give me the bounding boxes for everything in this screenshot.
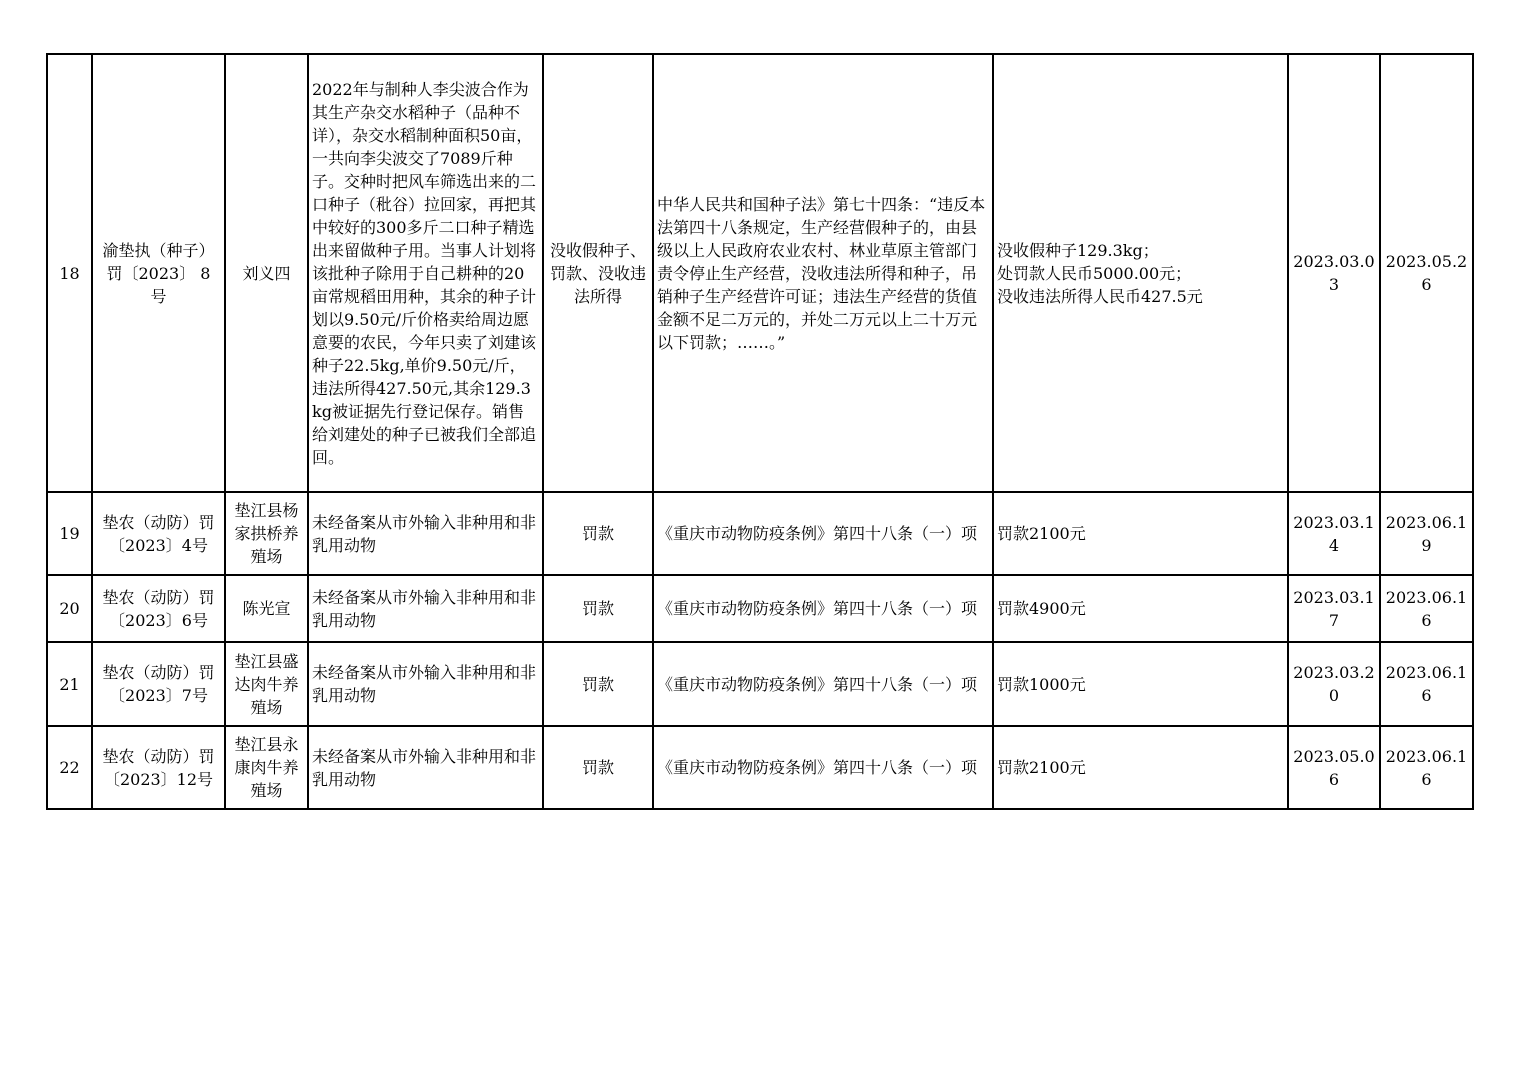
decision-date: 2023.03.17 [1288, 575, 1380, 642]
table-row [47, 575, 1473, 642]
completion-date: 2023.05.26 [1380, 54, 1473, 492]
legal-basis: 《重庆市动物防疫条例》第四十八条（一）项 [653, 642, 993, 726]
table-row [47, 54, 1473, 492]
penalty-type: 罚款 [543, 575, 653, 642]
table-row [47, 642, 1473, 726]
completion-date: 2023.06.19 [1380, 492, 1473, 575]
row-number: 19 [47, 492, 92, 575]
table-row [47, 492, 1473, 575]
document-number: 垫农（动防）罚〔2023〕12号 [92, 726, 225, 809]
legal-basis: 《重庆市动物防疫条例》第四十八条（一）项 [653, 726, 993, 809]
decision-date: 2023.03.20 [1288, 642, 1380, 726]
legal-basis: 《重庆市动物防疫条例》第四十八条（一）项 [653, 492, 993, 575]
document-number: 垫农（动防）罚〔2023〕7号 [92, 642, 225, 726]
party-name: 垫江县杨家拱桥养殖场 [225, 492, 308, 575]
legal-basis: 《重庆市动物防疫条例》第四十八条（一）项 [653, 575, 993, 642]
document-number: 渝垫执（种子）罚〔2023〕 8 号 [92, 54, 225, 492]
violation-facts: 未经备案从市外输入非种用和非乳用动物 [308, 642, 543, 726]
row-number: 18 [47, 54, 92, 492]
completion-date: 2023.06.16 [1380, 575, 1473, 642]
penalty-type: 罚款 [543, 492, 653, 575]
document-number: 垫农（动防）罚〔2023〕6号 [92, 575, 225, 642]
decision-date: 2023.03.03 [1288, 54, 1380, 492]
document-number: 垫农（动防）罚〔2023〕4号 [92, 492, 225, 575]
row-number: 21 [47, 642, 92, 726]
penalty-result: 罚款4900元 [993, 575, 1288, 642]
party-name: 垫江县永康肉牛养殖场 [225, 726, 308, 809]
penalty-type: 罚款 [543, 726, 653, 809]
table-row [47, 726, 1473, 809]
penalty-type: 没收假种子、罚款、没收违法所得 [543, 54, 653, 492]
violation-facts: 2022年与制种人李尖波合作为其生产杂交水稻种子（品种不详），杂交水稻制种面积50亩，一共向李尖波交了7089斤种子。交种时把风车筛选出来的二口种子（秕谷）拉回家，再把其中较好的300多斤二口种子精选出来留做种子用。当事人计划将该批种子除用于自己耕种的20亩常规稻田用种，其余的种子计划以9.50元/斤价格卖给周边愿意要的农民，今年只卖了刘建该种子22.5kg,单价9.50元/斤，违法所得427.50元,其余129.3kg被证据先行登记保存。销售给刘建处的种子已被我们全部追回。 [308, 54, 543, 492]
row-number: 22 [47, 726, 92, 809]
penalty-type: 罚款 [543, 642, 653, 726]
party-name: 刘义四 [225, 54, 308, 492]
penalty-result: 罚款2100元 [993, 726, 1288, 809]
row-number: 20 [47, 575, 92, 642]
violation-facts: 未经备案从市外输入非种用和非乳用动物 [308, 726, 543, 809]
decision-date: 2023.05.06 [1288, 726, 1380, 809]
violation-facts: 未经备案从市外输入非种用和非乳用动物 [308, 575, 543, 642]
completion-date: 2023.06.16 [1380, 726, 1473, 809]
party-name: 垫江县盛达肉牛养殖场 [225, 642, 308, 726]
violation-facts: 未经备案从市外输入非种用和非乳用动物 [308, 492, 543, 575]
party-name: 陈光宣 [225, 575, 308, 642]
penalty-result: 没收假种子129.3kg； 处罚款人民币5000.00元； 没收违法所得人民币427.5元 [993, 54, 1288, 492]
legal-basis: 中华人民共和国种子法》第七十四条：“违反本法第四十八条规定，生产经营假种子的，由县级以上人民政府农业农村、林业草原主管部门责令停止生产经营，没收违法所得和种子，吊销种子生产经营许可证；违法生产经营的货值金额不足二万元的，并处二万元以上二十万元以下罚款；……。” [653, 54, 993, 492]
penalty-result: 罚款1000元 [993, 642, 1288, 726]
completion-date: 2023.06.16 [1380, 642, 1473, 726]
penalty-result: 罚款2100元 [993, 492, 1288, 575]
decision-date: 2023.03.14 [1288, 492, 1380, 575]
penalty-records-table [46, 53, 1474, 810]
